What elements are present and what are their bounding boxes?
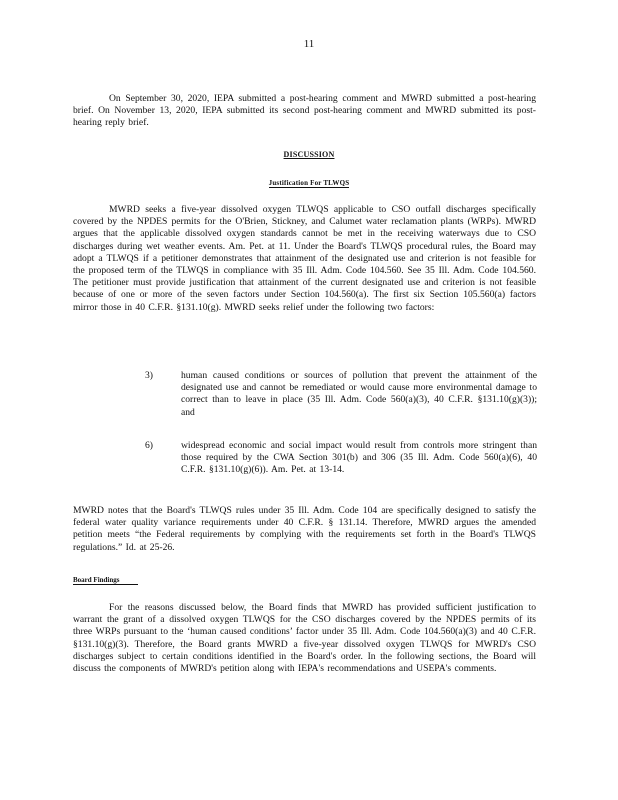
discussion-heading bbox=[0, 150, 618, 159]
intro-paragraph: On September 30, 2020, IEPA submitted a post-hearing comment and MWRD submitted a post-hearing brief. On November 13, 2020, IEPA submitted its second post-hearing comment and MWRD submitted its post-hearing reply brief. bbox=[73, 93, 536, 129]
factor-text: widespread economic and social impact would result from controls more stringent than those required by the CWA Section 301(b) and 306 (35 Ill. Adm. Code 560(a)(6), 40 C.F.R. §131.10(g)(6)). Am. Pet. at 13-14. bbox=[181, 440, 537, 476]
justification-subheading-text: Justification For TLWQS bbox=[268, 179, 350, 187]
board-findings-heading bbox=[73, 576, 138, 584]
discussion-paragraph-2: MWRD notes that the Board's TLWQS rules under 35 Ill. Adm. Code 104 are specifically designed to satisfy the federal water quality variance requirements under 40 C.F.R. § 131.14. Therefore, MWRD argues the amended petition meets “the Federal requirements by complying with the requirements set forth in the Board's TLWQS regulations.” Id. at 25-26. bbox=[73, 505, 536, 553]
board-findings-heading-text: Board Findings bbox=[73, 576, 138, 585]
factor-number: 3) bbox=[145, 370, 153, 381]
factor-number: 6) bbox=[145, 440, 153, 451]
discussion-paragraph-1: MWRD seeks a five-year dissolved oxygen TLWQS applicable to CSO outfall discharges specifically covered by the NPDES permits for the O'Brien, Stickney, and Calumet water reclamation plants (WRPs). MWRD argues that the applicable dissolved oxygen standards cannot be met in the receiving waterways due to CSO discharges during wet weather events. Am. Pet. at 11. Under the Board's TLWQS procedural rules, the Board may adopt a TLWQS if a petitioner demonstrates that attainment of the designated use and criterion is not feasible for the proposed term of the TLWQS in compliance with 35 Ill. Adm. Code 104.560. See 35 Ill. Adm. Code 104.560. The petitioner must provide justification that attainment of the current designated use and criterion is not feasible because of one or more of the seven factors under Section 104.560(a). The first six Section 105.560(a) factors mirror those in 40 C.F.R. §131.10(g). MWRD seeks relief under the following two factors: bbox=[73, 204, 536, 313]
discussion-heading-text: DISCUSSION bbox=[283, 150, 335, 159]
board-findings-paragraph: For the reasons discussed below, the Board finds that MWRD has provided sufficient justification to warrant the grant of a dissolved oxygen TLWQS for the CSO discharges covered by the NPDES permits of its three WRPs pursuant to the ‘human caused conditions’ factor under 35 Ill. Adm. Code 104.560(a)(3) and 40 C.F.R. §131.10(g)(3). Therefore, the Board grants MWRD a five-year dissolved oxygen TLWQS for MWRD's CSO discharges subject to certain conditions identified in the Board's order. In the following sections, the Board will discuss the components of MWRD's petition along with IEPA's recommendations and USEPA's comments. bbox=[73, 602, 536, 675]
factor-text: human caused conditions or sources of pollution that prevent the attainment of the designated use and cannot be remediated or would cause more environmental damage to correct than to leave in place (35 Ill. Adm. Code 560(a)(3), 40 C.F.R. §131.10(g)(3)); and bbox=[181, 370, 537, 418]
page-number: 11 bbox=[303, 38, 315, 50]
justification-subheading bbox=[0, 178, 618, 188]
